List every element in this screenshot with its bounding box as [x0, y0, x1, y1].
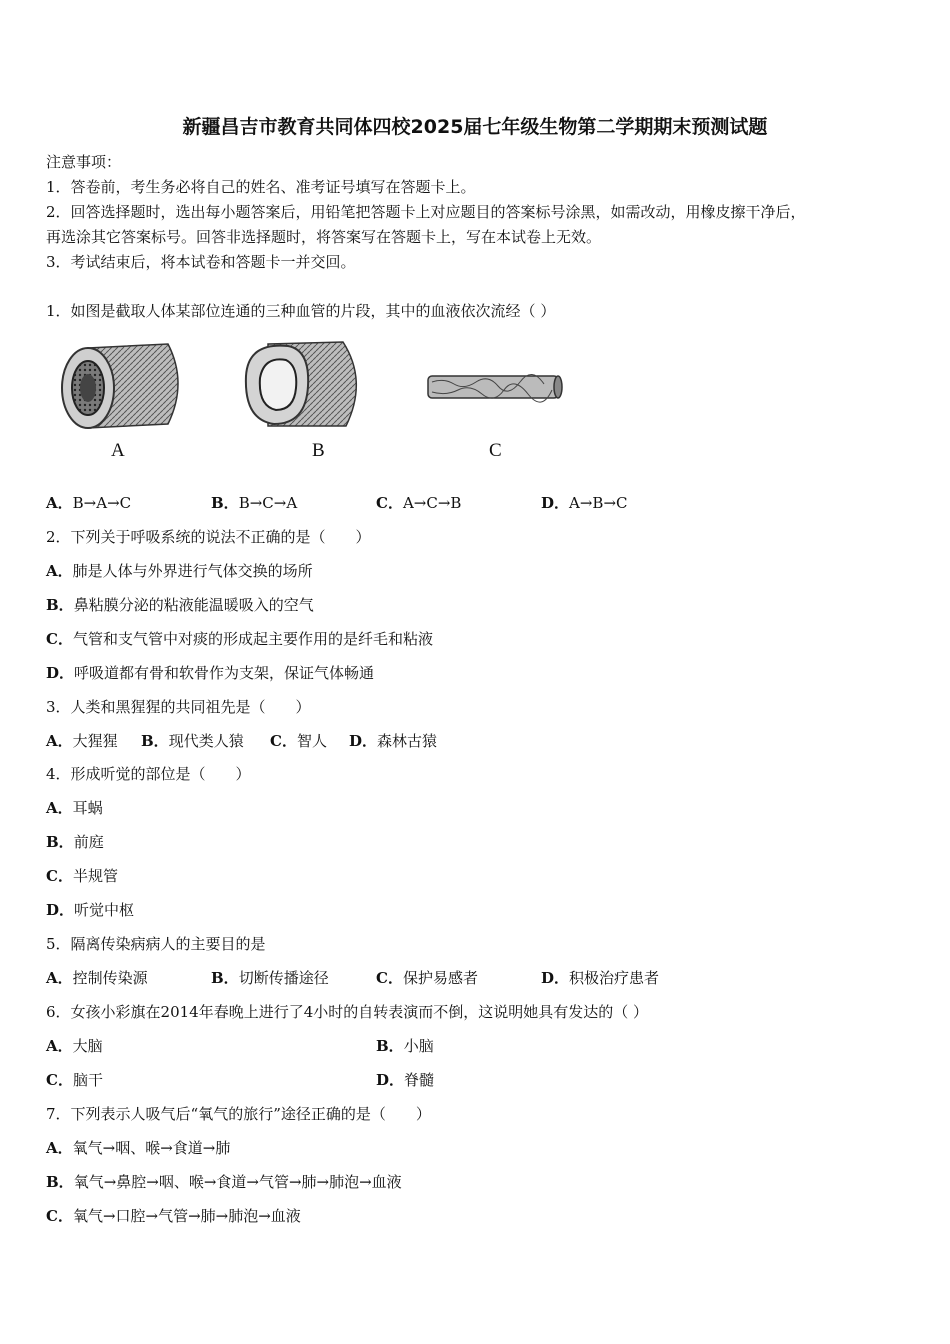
q3-option-a[interactable]: A．大猩猩 — [46, 732, 118, 750]
figure-label-a: A — [111, 440, 125, 461]
question-1-stem: 1．如图是截取人体某部位连通的三种血管的片段，其中的血液依次流经（ ） — [46, 302, 556, 320]
q2-option-c[interactable]: C．气管和支气管中对痰的形成起主要作用的是纤毛和粘液 — [46, 630, 433, 648]
q5-option-d[interactable]: D．积极治疗患者 — [541, 969, 660, 987]
q3-option-c[interactable]: C．智人 — [270, 732, 327, 750]
figure-label-c: C — [489, 440, 502, 461]
q2-option-d[interactable]: D．呼吸道都有骨和软骨作为支架，保证气体畅通 — [46, 664, 375, 682]
q7-option-a[interactable]: A．氧气→咽、喉→食道→肺 — [46, 1139, 231, 1157]
q7-option-b[interactable]: B．氧气→鼻腔→咽、喉→食道→气管→肺→肺泡→血液 — [46, 1173, 402, 1191]
q1-option-c[interactable]: C．A→C→B — [376, 494, 462, 512]
q3-option-b[interactable]: B．现代类人猿 — [141, 732, 244, 750]
notes-item: 3．考试结束后，将本试卷和答题卡一并交回。 — [46, 253, 356, 271]
question-6-stem: 6．女孩小彩旗在2014年春晚上进行了4小时的自转表演而不倒，这说明她具有发达的（ ） — [46, 1003, 649, 1021]
q2-option-a[interactable]: A．肺是人体与外界进行气体交换的场所 — [46, 562, 313, 580]
vessel-a-figure — [58, 338, 198, 433]
question-5-stem: 5．隔离传染病病人的主要目的是 — [46, 935, 266, 953]
figure-label-b: B — [312, 440, 325, 461]
notes-heading: 注意事项： — [46, 153, 122, 171]
notes-section — [46, 150, 896, 275]
question-4-stem: 4．形成听觉的部位是（ ） — [46, 765, 251, 783]
q6-option-c[interactable]: C．脑干 — [46, 1071, 103, 1089]
question-3-stem: 3．人类和黑猩猩的共同祖先是（ ） — [46, 698, 311, 716]
notes-item: 2．回答选择题时，选出每小题答案后，用铅笔把答题卡上对应题目的答案标号涂黑，如需改动，用橡皮擦干净后， — [46, 203, 806, 221]
vessel-c-figure — [424, 372, 564, 404]
vessel-b-figure — [238, 336, 373, 433]
q5-option-c[interactable]: C．保护易感者 — [376, 969, 478, 987]
q6-option-b[interactable]: B．小脑 — [376, 1037, 434, 1055]
q6-option-a[interactable]: A．大脑 — [46, 1037, 103, 1055]
question-2-stem: 2．下列关于呼吸系统的说法不正确的是（ ） — [46, 528, 371, 546]
q2-option-b[interactable]: B．鼻粘膜分泌的粘液能温暖吸入的空气 — [46, 596, 314, 614]
notes-item: 1．答卷前，考生务必将自己的姓名、准考证号填写在答题卡上。 — [46, 178, 476, 196]
notes-item: 再选涂其它答案标号。回答非选择题时，将答案写在答题卡上，写在本试卷上无效。 — [46, 228, 602, 246]
q1-option-d[interactable]: D．A→B→C — [541, 494, 628, 512]
q4-option-a[interactable]: A．耳蜗 — [46, 799, 103, 817]
q4-option-c[interactable]: C．半规管 — [46, 867, 118, 885]
q4-option-b[interactable]: B．前庭 — [46, 833, 104, 851]
q5-option-a[interactable]: A．控制传染源 — [46, 969, 148, 987]
q3-option-d[interactable]: D．森林古猿 — [349, 732, 438, 750]
page-title: 新疆昌吉市教育共同体四校2025届七年级生物第二学期期末预测试题 — [182, 116, 768, 138]
q6-option-d[interactable]: D．脊髓 — [376, 1071, 435, 1089]
q1-option-a[interactable]: A．B→A→C — [46, 494, 132, 512]
question-7-stem: 7．下列表示人吸气后“氧气的旅行”途径正确的是（ ） — [46, 1105, 431, 1123]
q1-option-b[interactable]: B．B→C→A — [211, 494, 298, 512]
q7-option-c[interactable]: C．氧气→口腔→气管→肺→肺泡→血液 — [46, 1207, 301, 1225]
q5-option-b[interactable]: B．切断传播途径 — [211, 969, 329, 987]
q4-option-d[interactable]: D．听觉中枢 — [46, 901, 135, 919]
